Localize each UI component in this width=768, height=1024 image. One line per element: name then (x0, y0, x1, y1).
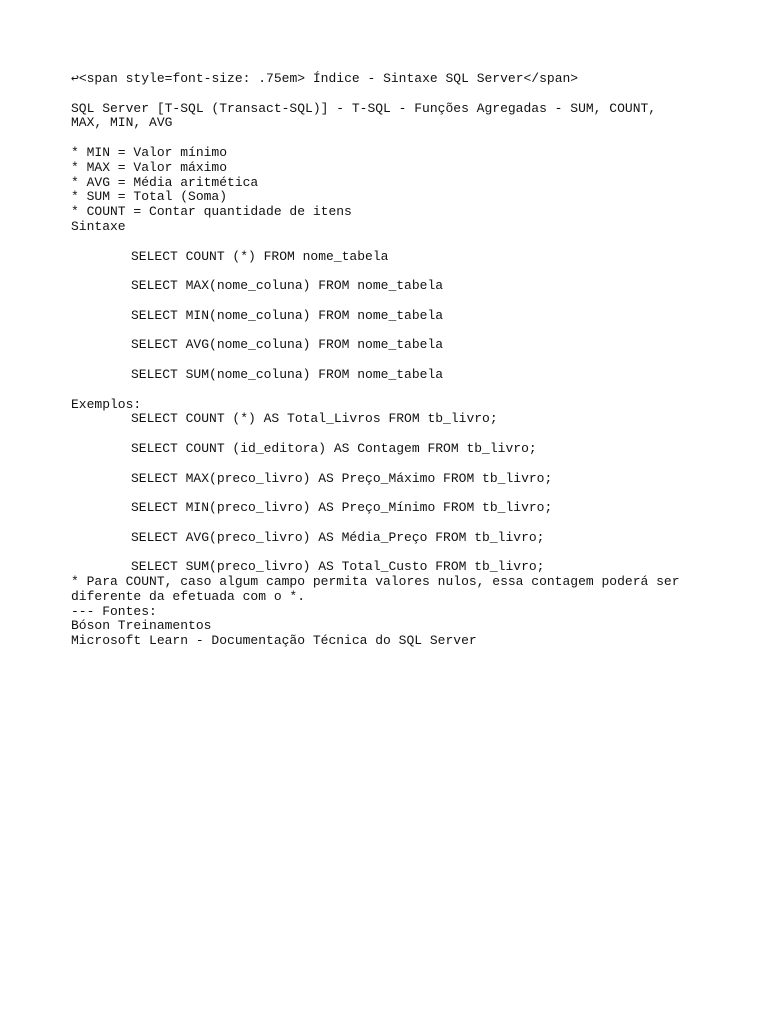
document-body (71, 72, 711, 649)
blank-line (71, 457, 711, 472)
syntax-line-avg: SELECT AVG(nome_coluna) FROM nome_tabela (131, 337, 444, 353)
source-boson: Bóson Treinamentos (71, 618, 212, 634)
page-title: SQL Server [T-SQL (Transact-SQL)] - T-SQL - Funções Agregadas - SUM, COUNT, MAX, MIN, AVG (71, 100, 664, 131)
example-line-count-all: SELECT COUNT (*) AS Total_Livros FROM tb_livro; (131, 411, 498, 427)
blank-line (71, 486, 711, 501)
blank-line (71, 353, 711, 368)
blank-line (71, 131, 711, 146)
blank-line (71, 324, 711, 339)
example-line-avg: SELECT AVG(preco_livro) AS Média_Preço FROM tb_livro; (131, 529, 545, 545)
count-null-note: * Para COUNT, caso algum campo permita valores nulos, essa contagem poderá ser diferente da efetuada com o *. (71, 574, 688, 604)
syntax-line-max: SELECT MAX(nome_coluna) FROM nome_tabela (131, 278, 444, 294)
blank-line (71, 427, 711, 442)
examples-heading: Exemplos: (71, 396, 142, 412)
return-arrow-icon: ↩ (71, 71, 79, 86)
syntax-line-min: SELECT MIN(nome_coluna) FROM nome_tabela (131, 307, 444, 323)
example-line-max: SELECT MAX(preco_livro) AS Preço_Máximo FROM tb_livro; (131, 470, 553, 486)
index-link-text[interactable]: <span style=font-size: .75em> Índice - Sintaxe SQL Server</span> (78, 71, 579, 86)
blank-line (71, 546, 711, 561)
definition-max: * MAX = Valor máximo (71, 159, 228, 175)
blank-line (71, 235, 711, 250)
index-back-link[interactable] (71, 72, 711, 87)
example-line-count-editora: SELECT COUNT (id_editora) AS Contagem FROM tb_livro; (131, 440, 537, 456)
blank-line (71, 87, 711, 102)
blank-line (71, 516, 711, 531)
blank-line (71, 294, 711, 309)
definition-sum: * SUM = Total (Soma) (71, 189, 228, 205)
syntax-line-count: SELECT COUNT (*) FROM nome_tabela (131, 248, 389, 264)
sources-heading: --- Fontes: (71, 603, 157, 619)
syntax-line-sum: SELECT SUM(nome_coluna) FROM nome_tabela (131, 366, 444, 382)
example-line-sum: SELECT SUM(preco_livro) AS Total_Custo FROM tb_livro; (131, 559, 545, 575)
definition-avg: * AVG = Média aritmética (71, 174, 259, 190)
syntax-heading: Sintaxe (71, 218, 126, 234)
definition-min: * MIN = Valor mínimo (71, 144, 228, 160)
definition-count: * COUNT = Contar quantidade de itens (71, 204, 352, 220)
blank-line (71, 264, 711, 279)
blank-line (71, 383, 711, 398)
source-microsoft-learn: Microsoft Learn - Documentação Técnica do SQL Server (71, 633, 477, 649)
example-line-min: SELECT MIN(preco_livro) AS Preço_Mínimo FROM tb_livro; (131, 500, 553, 516)
